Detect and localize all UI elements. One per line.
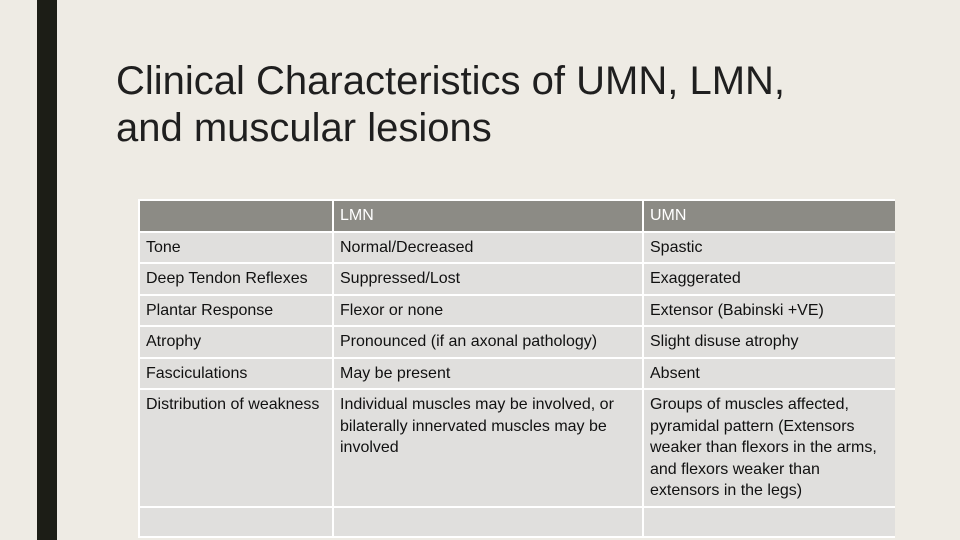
table-row bbox=[139, 389, 895, 507]
row-label-cell: Deep Tendon Reflexes bbox=[139, 263, 333, 295]
table-row-cutoff bbox=[139, 507, 895, 537]
row-label-cell: Atrophy bbox=[139, 326, 333, 358]
table-header-row bbox=[139, 200, 895, 232]
lmn-cell: Pronounced (if an axonal pathology) bbox=[333, 326, 643, 358]
lmn-cell: Individual muscles may be involved, or bilaterally innervated muscles may be involved bbox=[333, 389, 643, 507]
umn-cell: Absent bbox=[643, 358, 895, 390]
empty-cell bbox=[643, 507, 895, 537]
lmn-cell: Suppressed/Lost bbox=[333, 263, 643, 295]
comparison-table-container bbox=[138, 199, 895, 540]
side-accent-bar bbox=[37, 0, 57, 540]
comparison-table bbox=[138, 199, 895, 538]
slide-title bbox=[116, 58, 936, 152]
table-row bbox=[139, 263, 895, 295]
header-cell-umn: UMN bbox=[643, 200, 895, 232]
slide-title-line-1: Clinical Characteristics of UMN, LMN, bbox=[116, 59, 786, 103]
umn-cell: Slight disuse atrophy bbox=[643, 326, 895, 358]
empty-cell bbox=[333, 507, 643, 537]
slide-title-line-2: and muscular lesions bbox=[116, 106, 492, 150]
row-label-cell: Tone bbox=[139, 232, 333, 264]
row-label-cell: Fasciculations bbox=[139, 358, 333, 390]
table-row bbox=[139, 358, 895, 390]
table-row bbox=[139, 326, 895, 358]
row-label-cell: Plantar Response bbox=[139, 295, 333, 327]
empty-cell bbox=[139, 507, 333, 537]
header-cell-blank bbox=[139, 200, 333, 232]
row-label-cell: Distribution of weakness bbox=[139, 389, 333, 507]
table-row bbox=[139, 295, 895, 327]
lmn-cell: May be present bbox=[333, 358, 643, 390]
umn-cell: Exaggerated bbox=[643, 263, 895, 295]
umn-cell: Spastic bbox=[643, 232, 895, 264]
lmn-cell: Flexor or none bbox=[333, 295, 643, 327]
umn-cell: Groups of muscles affected, pyramidal pattern (Extensors weaker than flexors in the arms, and flexors weaker than extensors in the legs) bbox=[643, 389, 895, 507]
table-row bbox=[139, 232, 895, 264]
umn-cell: Extensor (Babinski +VE) bbox=[643, 295, 895, 327]
header-cell-lmn: LMN bbox=[333, 200, 643, 232]
lmn-cell: Normal/Decreased bbox=[333, 232, 643, 264]
